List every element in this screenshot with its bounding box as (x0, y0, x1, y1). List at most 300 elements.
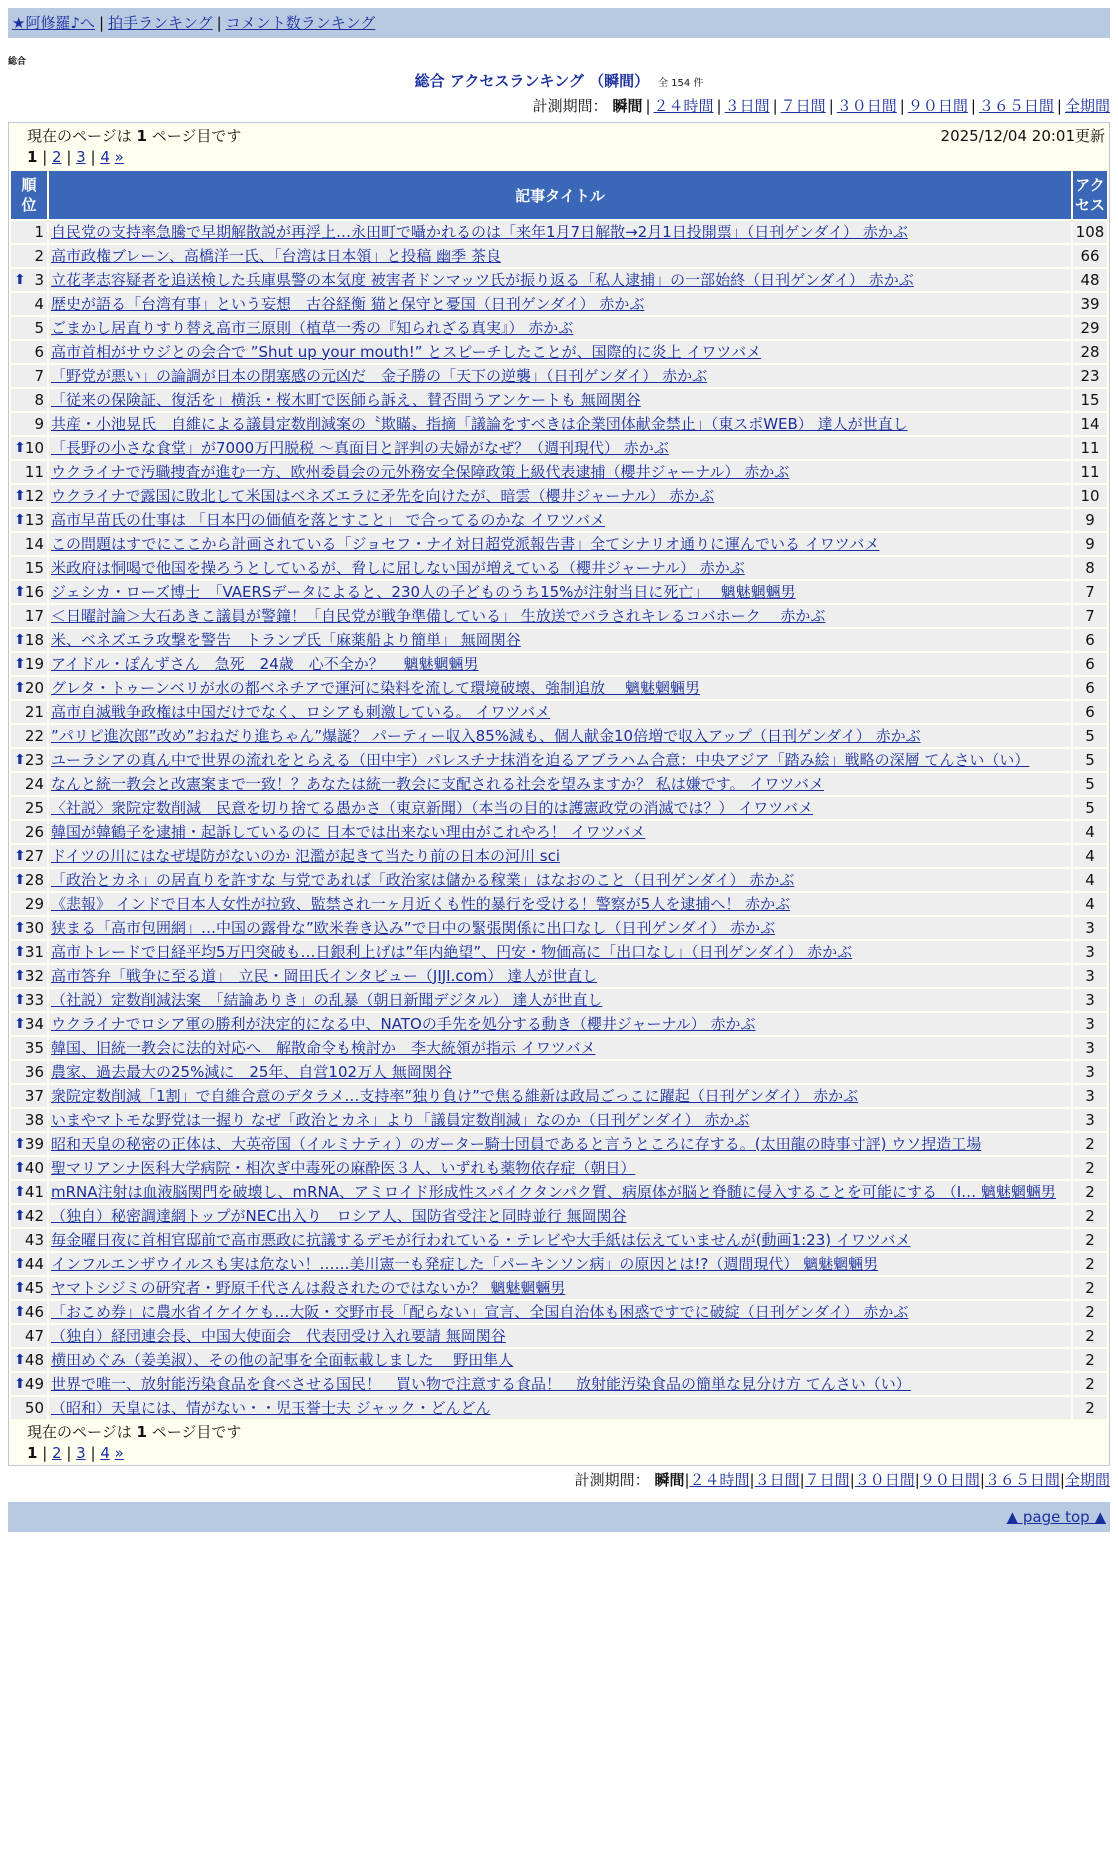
rank-cell (11, 773, 47, 795)
access-count: 6 (1073, 653, 1107, 675)
rank-cell (11, 341, 47, 363)
table-row (11, 1037, 1107, 1059)
table-row (11, 893, 1107, 915)
title-cell (49, 581, 1071, 603)
ranking-table (9, 169, 1109, 1421)
title-cell (49, 1085, 1071, 1107)
article-link[interactable]: ウクライナでロシア軍の勝利が決定的になる中、NATOの手先を処分する動き（櫻井ジャーナル） 赤かぶ (51, 1014, 756, 1033)
article-link[interactable]: 共産・小池晃氏 自維による議員定数削減案の〝欺瞞〟指摘「議論をすべきは企業団体献金禁止」（東スポWEB） 達人が世直し (51, 414, 908, 433)
top-nav-bar (8, 8, 1110, 38)
rank-cell (11, 1109, 47, 1131)
rank-number: 38 (24, 1110, 44, 1129)
arrow-up-icon: ⬆ (14, 872, 26, 888)
total-count: 全 154 件 (657, 78, 704, 89)
rank-cell (11, 1037, 47, 1059)
title-cell (49, 1205, 1071, 1227)
article-link[interactable]: 農家、過去最大の25%減に 25年、自営102万人 無岡関谷 (51, 1062, 452, 1081)
article-link[interactable]: 高市早苗氏の仕事は 「日本円の価値を落とすこと」 で合ってるのかな イワツバメ (51, 510, 606, 529)
rank-cell (11, 1181, 47, 1203)
article-link[interactable]: （昭和）天皇には、情がない・・児玉誉士夫 ジャック・どんどん (51, 1398, 491, 1417)
article-link[interactable]: 韓国、旧統一教会に法的対応へ 解散命令も検討か 李大統領が指示 イワツバメ (51, 1038, 596, 1057)
title-cell (49, 365, 1071, 387)
access-count: 6 (1073, 629, 1107, 651)
period-link-6[interactable]: ３６５日間 (978, 97, 1054, 115)
rank-cell (11, 1133, 47, 1155)
rank-number: 5 (34, 318, 44, 337)
arrow-up-icon: ⬆ (14, 920, 26, 936)
period-separator: | (645, 97, 651, 115)
table-row (11, 461, 1107, 483)
pager-top (9, 147, 1109, 169)
period-separator: | (1056, 97, 1062, 115)
title-cell (49, 1397, 1071, 1419)
rank-cell (11, 557, 47, 579)
period-selector-top (0, 94, 1110, 118)
access-count: 3 (1073, 1061, 1107, 1083)
arrow-up-icon: ⬆ (14, 1280, 26, 1296)
rank-number: 26 (24, 822, 44, 841)
article-link[interactable]: 高市政権ブレーン、高橋洋一氏、「台湾は日本領」と投稿 幽季 茶良 (51, 246, 501, 265)
rank-number: 16 (24, 582, 44, 601)
nav-separator: | (99, 14, 105, 32)
title-header: 記事タイトル (49, 171, 1071, 219)
rank-number: 21 (24, 702, 44, 721)
rank-number: 50 (24, 1398, 44, 1417)
rank-number: 1 (34, 222, 44, 241)
table-row (11, 989, 1107, 1011)
access-count: 2 (1073, 1133, 1107, 1155)
table-row (11, 1301, 1107, 1323)
article-link[interactable]: （独自）秘密調達網トップがNEC出入り ロシア人、国防省受注と同時並行 無岡関谷 (51, 1206, 627, 1225)
rank-number: 44 (24, 1254, 44, 1273)
article-link[interactable]: ユーラシアの真ん中で世界の流れをとらえる（田中宇）パレスチナ抹消を迫るアブラハム合意：中央アジア「踏み絵」戦略の深層 てんさい（い） (51, 750, 1030, 769)
pager-bottom (9, 1443, 1109, 1465)
title-cell (49, 1157, 1071, 1179)
article-link[interactable]: 衆院定数削減「1割」で自維合意のデタラメ…支持率”独り負け”で焦る維新は政局ごっこに躍起（日刊ゲンダイ） 赤かぶ (51, 1086, 859, 1105)
rank-cell (11, 1397, 47, 1419)
title-cell (49, 1061, 1071, 1083)
table-row (11, 941, 1107, 963)
table-row (11, 365, 1107, 387)
pager-link-3[interactable]: 3 (76, 148, 86, 166)
access-header: アクセス (1073, 171, 1107, 219)
rank-cell (11, 821, 47, 843)
period-label: 計測期間： (574, 1471, 650, 1489)
pager-next[interactable]: » (114, 148, 124, 166)
rank-cell (11, 437, 47, 459)
access-count: 6 (1073, 677, 1107, 699)
article-link[interactable]: ヤマトシジミの研究者・野原千代さんは殺されたのではないか？ 魑魅魍魎男 (51, 1278, 566, 1297)
table-row (11, 485, 1107, 507)
rank-number: 41 (24, 1182, 44, 1201)
article-link[interactable]: 韓国が韓鶴子を逮捕・起訴しているのに 日本では出来ない理由がこれやろ！ イワツバメ (51, 822, 646, 841)
page-title: 総合 アクセスランキング （瞬間） (414, 72, 650, 90)
article-link[interactable]: 〈社説〉衆院定数削減 民意を切り捨てる愚かさ（東京新聞）（本当の目的は護憲政党の消滅では？） イワツバメ (51, 798, 813, 817)
arrow-up-icon: ⬆ (14, 1184, 26, 1200)
rank-cell (11, 1229, 47, 1251)
rank-cell (11, 701, 47, 723)
table-row (11, 293, 1107, 315)
period-current: 瞬間 (654, 1471, 685, 1489)
rank-number: 24 (24, 774, 44, 793)
rank-number: 4 (34, 294, 44, 313)
access-count: 108 (1073, 221, 1107, 243)
article-link[interactable]: 高市トレードで日経平均5万円突破も…日銀利上げは”年内絶望”、円安・物価高に「出口なし」（日刊ゲンダイ） 赤かぶ (51, 942, 853, 961)
article-link[interactable]: 米、ベネズエラ攻撃を警告 トランプ氏「麻薬船より簡単」 無岡関谷 (51, 630, 521, 649)
rank-number: 29 (24, 894, 44, 913)
rank-number: 19 (24, 654, 44, 673)
nav-link-2[interactable]: コメント数ランキング (225, 14, 376, 32)
title-cell (49, 1229, 1071, 1251)
rank-number: 17 (24, 606, 44, 625)
rank-cell (11, 269, 47, 291)
arrow-up-icon: ⬆ (14, 656, 26, 672)
rank-header: 順位 (11, 171, 47, 219)
article-link[interactable]: 世界で唯一、放射能汚染食品を食べさせる国民！ 買い物で注意する食品！ 放射能汚染食品の簡単な見分け方 てんさい（い） (51, 1374, 911, 1393)
access-count: 3 (1073, 965, 1107, 987)
table-row (11, 605, 1107, 627)
article-link[interactable]: 聖マリアンナ医科大学病院・相次ぎ中毒死の麻酔医３人、いずれも薬物依存症（朝日） (51, 1158, 636, 1177)
access-count: 4 (1073, 869, 1107, 891)
title-cell (49, 965, 1071, 987)
table-row (11, 1181, 1107, 1203)
article-link[interactable]: 歴史が語る「台湾有事」という妄想 古谷経衡 猫と保守と憂国（日刊ゲンダイ） 赤かぶ (51, 294, 645, 313)
access-count: 29 (1073, 317, 1107, 339)
title-cell (49, 269, 1071, 291)
access-count: 7 (1073, 605, 1107, 627)
title-cell (49, 485, 1071, 507)
table-row (11, 221, 1107, 243)
nav-separator: | (216, 14, 222, 32)
rank-number: 32 (24, 966, 44, 985)
rank-cell (11, 509, 47, 531)
arrow-up-icon: ⬆ (14, 1136, 26, 1152)
bottom-bar (8, 1502, 1110, 1532)
table-row (11, 701, 1107, 723)
rank-number: 8 (34, 390, 44, 409)
period-separator: | (716, 97, 722, 115)
title-cell (49, 1133, 1071, 1155)
article-link[interactable]: 立花孝志容疑者を追送検した兵庫県警の本気度 被害者ドンマッツ氏が振り返る「私人逮捕」の一部始終（日刊ゲンダイ） 赤かぶ (51, 270, 914, 289)
rank-number: 43 (24, 1230, 44, 1249)
access-count: 2 (1073, 1349, 1107, 1371)
period-link-4[interactable]: ３０日間 (854, 1471, 915, 1489)
rank-number: 30 (24, 918, 44, 937)
pager-link-2[interactable]: 2 (52, 1444, 62, 1462)
table-row (11, 797, 1107, 819)
rank-cell (11, 1301, 47, 1323)
pager-current: 1 (27, 148, 38, 166)
rank-number: 9 (34, 414, 44, 433)
ranking-title-line (0, 70, 1118, 92)
title-cell (49, 1037, 1071, 1059)
pager-separator: | (85, 148, 101, 166)
table-row (11, 1061, 1107, 1083)
period-separator: | (772, 97, 778, 115)
access-count: 2 (1073, 1325, 1107, 1347)
title-cell (49, 557, 1071, 579)
rank-cell (11, 725, 47, 747)
article-link[interactable]: この問題はすでにここから計画されている「ジョセフ・ナイ対日超党派報告書」全てシナリオ通りに運んでいる イワツバメ (51, 534, 880, 553)
table-row (11, 965, 1107, 987)
title-cell (49, 437, 1071, 459)
table-row (11, 629, 1107, 651)
table-row (11, 677, 1107, 699)
rank-cell (11, 941, 47, 963)
access-count: 11 (1073, 461, 1107, 483)
article-link[interactable]: 横田めぐみ（姜美淑）、その他の記事を全面転載しました 野田隼人 (51, 1350, 514, 1369)
access-count: 5 (1073, 749, 1107, 771)
title-cell (49, 317, 1071, 339)
arrow-up-icon: ⬆ (14, 848, 26, 864)
nav-link-1[interactable]: 拍手ランキング (108, 14, 213, 32)
title-cell (49, 653, 1071, 675)
pager-link-2[interactable]: 2 (52, 148, 62, 166)
access-count: 4 (1073, 893, 1107, 915)
rank-cell (11, 317, 47, 339)
table-row (11, 509, 1107, 531)
period-link-2[interactable]: ３日間 (724, 97, 770, 115)
article-link[interactable]: 《悲報》 インドで日本人女性が拉致、監禁され一ヶ月近くも性的暴行を受ける！警察が5人を逮捕へ！ 赤かぶ (51, 894, 791, 913)
access-count: 2 (1073, 1205, 1107, 1227)
access-count: 10 (1073, 485, 1107, 507)
table-row (11, 1373, 1107, 1395)
period-separator: | (749, 1471, 755, 1489)
article-link[interactable]: 高市答弁「戦争に至る道」 立民・岡田氏インタビュー（JIJI.com） 達人が世直し (51, 966, 598, 985)
pager-separator: | (61, 148, 77, 166)
rank-cell (11, 221, 47, 243)
access-count: 14 (1073, 413, 1107, 435)
rank-cell (11, 1253, 47, 1275)
arrow-up-icon: ⬆ (14, 1016, 26, 1032)
arrow-up-icon: ⬆ (14, 944, 26, 960)
article-link[interactable]: グレタ・トゥーンベリが水の都ベネチアで運河に染料を流して環境破壊、強制追放 魑魅魍魎男 (51, 678, 700, 697)
period-link-1[interactable]: ２４時間 (653, 97, 714, 115)
table-row (11, 557, 1107, 579)
article-link[interactable]: インフルエンザウイルスも実は危ない！……美川憲一も発症した「パーキンソン病」の原因とは!?（週間現代） 魑魅魍魎男 (51, 1254, 879, 1273)
table-row (11, 749, 1107, 771)
article-link[interactable]: （独自）経団連会長、中国大使面会 代表団受け入れ要請 無岡関谷 (51, 1326, 506, 1345)
rank-number: 25 (24, 798, 44, 817)
table-row (11, 437, 1107, 459)
article-link[interactable]: ウクライナで露国に敗北して米国はベネズエラに矛先を向けたが、暗雲（櫻井ジャーナル） 赤かぶ (51, 486, 715, 505)
title-cell (49, 773, 1071, 795)
rank-number: 10 (24, 438, 44, 457)
article-link[interactable]: いまやマトモな野党は一握り なぜ「政治とカネ」より「議員定数削減」なのか（日刊ゲンダイ） 赤かぶ (51, 1110, 750, 1129)
article-link[interactable]: アイドル・ぽんずさん 急死 24歳 心不全か？ 魑魅魍魎男 (51, 654, 479, 673)
pager-separator: | (37, 1444, 53, 1462)
article-link[interactable]: ウクライナで汚職捜査が進む一方、欧州委員会の元外務安全保障政策上級代表逮捕（櫻井ジャーナル） 赤かぶ (51, 462, 790, 481)
table-row (11, 341, 1107, 363)
title-cell (49, 629, 1071, 651)
pager-current: 1 (27, 1444, 38, 1462)
title-cell (49, 341, 1071, 363)
title-cell (49, 1301, 1071, 1323)
rank-cell (11, 989, 47, 1011)
rank-cell (11, 1085, 47, 1107)
title-cell (49, 821, 1071, 843)
arrow-up-icon: ⬆ (14, 1352, 26, 1368)
title-cell (49, 797, 1071, 819)
table-row (11, 1349, 1107, 1371)
pager-separator: | (37, 148, 53, 166)
pager-next[interactable]: » (114, 1444, 124, 1462)
nav-link-0[interactable]: ★阿修羅♪へ (12, 14, 96, 32)
arrow-up-icon: ⬆ (14, 512, 26, 528)
pager-separator: | (85, 1444, 101, 1462)
table-row (11, 317, 1107, 339)
arrow-up-icon: ⬆ (14, 488, 26, 504)
title-cell (49, 461, 1071, 483)
access-count: 3 (1073, 1109, 1107, 1131)
table-row (11, 821, 1107, 843)
table-row (11, 869, 1107, 891)
period-link-2[interactable]: ３日間 (754, 1471, 800, 1489)
article-link[interactable]: ドイツの川にはなぜ堤防がないのか 氾濫が起きて当たり前の日本の河川 sci (51, 846, 561, 865)
rank-number: 47 (24, 1326, 44, 1345)
rank-cell (11, 245, 47, 267)
access-count: 4 (1073, 821, 1107, 843)
article-link[interactable]: 昭和天皇の秘密の正体は、大英帝国（イルミナティ）のガーター騎士団員であると言うところに存する。(太田龍の時事寸評) ウソ捏造工場 (51, 1134, 982, 1153)
article-link[interactable]: ＜日曜討論＞大石あきこ議員が警鐘！「自民党が戦争準備している」 生放送でバラされキレるコバホーク 赤かぶ (51, 606, 826, 625)
article-link[interactable]: 「従来の保険証、復活を」横浜・桜木町で医師ら訴え、賛否問うアンケートも 無岡関谷 (51, 390, 641, 409)
rank-cell (11, 605, 47, 627)
period-link-7[interactable]: 全期間 (1064, 1471, 1110, 1489)
access-count: 2 (1073, 1301, 1107, 1323)
table-row (11, 1229, 1107, 1251)
access-count: 3 (1073, 1013, 1107, 1035)
period-link-6[interactable]: ３６５日間 (984, 1471, 1060, 1489)
table-header-row (11, 171, 1107, 219)
pager-link-4[interactable]: 4 (100, 1444, 110, 1462)
rank-cell (11, 293, 47, 315)
period-label: 計測期間： (532, 97, 608, 115)
period-link-3[interactable]: ７日間 (804, 1471, 850, 1489)
title-cell (49, 1109, 1071, 1131)
article-link[interactable]: mRNA注射は血液脳関門を破壊し、mRNA、アミロイド形成性スパイクタンパク質、病原体が脳と脊髄に侵入することを可能にする （I… 魑魅魍魎男 (51, 1182, 1056, 1201)
rank-number: 35 (24, 1038, 44, 1057)
access-count: 5 (1073, 773, 1107, 795)
access-count: 3 (1073, 941, 1107, 963)
rank-cell (11, 1325, 47, 1347)
table-row (11, 581, 1107, 603)
title-cell (49, 389, 1071, 411)
article-link[interactable]: 「政治とカネ」の居直りを許すな 与党であれば「政治家は儲かる稼業」はなおのこと（日刊ゲンダイ） 赤かぶ (51, 870, 795, 889)
rank-cell (11, 1061, 47, 1083)
title-cell (49, 725, 1071, 747)
access-count: 2 (1073, 1277, 1107, 1299)
article-link[interactable]: ごまかし居直りすり替え高市三原則（植草一秀の『知られざる真実』） 赤かぶ (51, 318, 574, 337)
rank-number: 46 (24, 1302, 44, 1321)
article-link[interactable]: 「野党が悪い」の論調が日本の閉塞感の元凶だ 金子勝の「天下の逆襲」（日刊ゲンダイ） 赤かぶ (51, 366, 708, 385)
access-count: 9 (1073, 509, 1107, 531)
rank-number: 33 (24, 990, 44, 1009)
access-count: 2 (1073, 1181, 1107, 1203)
table-row (11, 1085, 1107, 1107)
table-row (11, 413, 1107, 435)
rank-cell (11, 1205, 47, 1227)
article-link[interactable]: ”パリピ進次郎”改め”おねだり進ちゃん”爆誕？ パーティー収入85%減も、個人献金10倍増で収入アップ（日刊ゲンダイ） 赤かぶ (51, 726, 921, 745)
section-tag: 総合 (8, 57, 27, 67)
title-cell (49, 221, 1071, 243)
period-separator: | (914, 1471, 920, 1489)
access-count: 3 (1073, 1037, 1107, 1059)
rank-number: 36 (24, 1062, 44, 1081)
rank-cell (11, 581, 47, 603)
title-cell (49, 701, 1071, 723)
period-current: 瞬間 (612, 97, 643, 115)
access-count: 6 (1073, 701, 1107, 723)
rank-number: 37 (24, 1086, 44, 1105)
rank-number: 11 (24, 462, 44, 481)
title-cell (49, 1277, 1071, 1299)
period-link-5[interactable]: ９０日間 (919, 1471, 980, 1489)
rank-number: 20 (24, 678, 44, 697)
article-link[interactable]: 狭まる「高市包囲網」…中国の露骨な”欧米巻き込み”で日中の緊張関係に出口なし（日刊ゲンダイ） 赤かぶ (51, 918, 776, 937)
updated-timestamp: 2025/12/04 20:01更新 (940, 127, 1105, 145)
article-link[interactable]: 毎金曜日夜に首相官邸前で高市悪政に抗議するデモが行われている・テレビや大手紙は伝えていませんが(動画1:23) イワツバメ (51, 1230, 911, 1249)
rank-number: 49 (24, 1374, 44, 1393)
access-count: 8 (1073, 557, 1107, 579)
title-cell (49, 413, 1071, 435)
rank-number: 6 (34, 342, 44, 361)
pager-link-3[interactable]: 3 (76, 1444, 86, 1462)
article-link[interactable]: （社説）定数削減法案 「結論ありき」の乱暴（朝日新聞デジタル） 達人が世直し (51, 990, 603, 1009)
article-link[interactable]: 「おこめ券」に農水省イケイケも…大阪・交野市長「配らない」宣言、全国自治体も困惑ですでに破綻（日刊ゲンダイ） 赤かぶ (51, 1302, 909, 1321)
rank-number: 34 (24, 1014, 44, 1033)
rank-cell (11, 1349, 47, 1371)
pager-link-4[interactable]: 4 (100, 148, 110, 166)
page-top-link[interactable]: ▲ page top ▲ (1006, 1508, 1106, 1526)
period-link-4[interactable]: ３０日間 (836, 97, 897, 115)
access-count: 66 (1073, 245, 1107, 267)
access-count: 2 (1073, 1373, 1107, 1395)
table-row (11, 773, 1107, 795)
title-cell (49, 1349, 1071, 1371)
title-cell (49, 245, 1071, 267)
period-link-1[interactable]: ２４時間 (689, 1471, 750, 1489)
access-count: 4 (1073, 845, 1107, 867)
arrow-up-icon: ⬆ (14, 968, 26, 984)
article-link[interactable]: 米政府は恫喝で他国を操ろうとしているが、脅しに屈しない国が増えている（櫻井ジャーナル） 赤かぶ (51, 558, 745, 577)
rank-cell (11, 869, 47, 891)
access-count: 5 (1073, 725, 1107, 747)
article-link[interactable]: ジェシカ・ローズ博士 「VAERSデータによると、230人の子どものうち15%が注射当日に死亡」 魑魅魍魎男 (51, 582, 796, 601)
article-link[interactable]: 高市自滅戦争政権は中国だけでなく、ロシアも刺激している。 イワツバメ (51, 702, 551, 721)
title-cell (49, 917, 1071, 939)
table-row (11, 917, 1107, 939)
article-link[interactable]: 高市首相がサウジとの会合で ”Shut up your mouth!” とスピーチしたことが、国際的に炎上 イワツバメ (51, 342, 762, 361)
pager-separator: | (61, 1444, 77, 1462)
page-info: 現在のページは 1 ページ目です (27, 127, 242, 145)
article-link[interactable]: 「長野の小さな食堂」が7000万円脱税 〜真面目と評判の夫婦がなぜ？（週刊現代） 赤かぶ (51, 438, 669, 457)
access-count: 15 (1073, 389, 1107, 411)
article-link[interactable]: なんと統一教会と改憲案まで一致！？あなたは統一教会に支配される社会を望みますか？ 私は嫌です。 イワツバメ (51, 774, 825, 793)
table-row (11, 1133, 1107, 1155)
access-count: 2 (1073, 1157, 1107, 1179)
rank-number: 42 (24, 1206, 44, 1225)
rank-number: 3 (34, 270, 44, 289)
period-link-3[interactable]: ７日間 (780, 97, 826, 115)
arrow-up-icon: ⬆ (14, 632, 26, 648)
table-row (11, 1205, 1107, 1227)
arrow-up-icon: ⬆ (14, 1256, 26, 1272)
period-link-7[interactable]: 全期間 (1064, 97, 1110, 115)
rank-number: 22 (24, 726, 44, 745)
title-cell (49, 677, 1071, 699)
article-link[interactable]: 自民党の支持率急騰で早期解散説が再浮上…永田町で囁かれるのは「来年1月7日解散→2月1日投開票」（日刊ゲンダイ） 赤かぶ (51, 222, 908, 241)
period-link-5[interactable]: ９０日間 (907, 97, 968, 115)
